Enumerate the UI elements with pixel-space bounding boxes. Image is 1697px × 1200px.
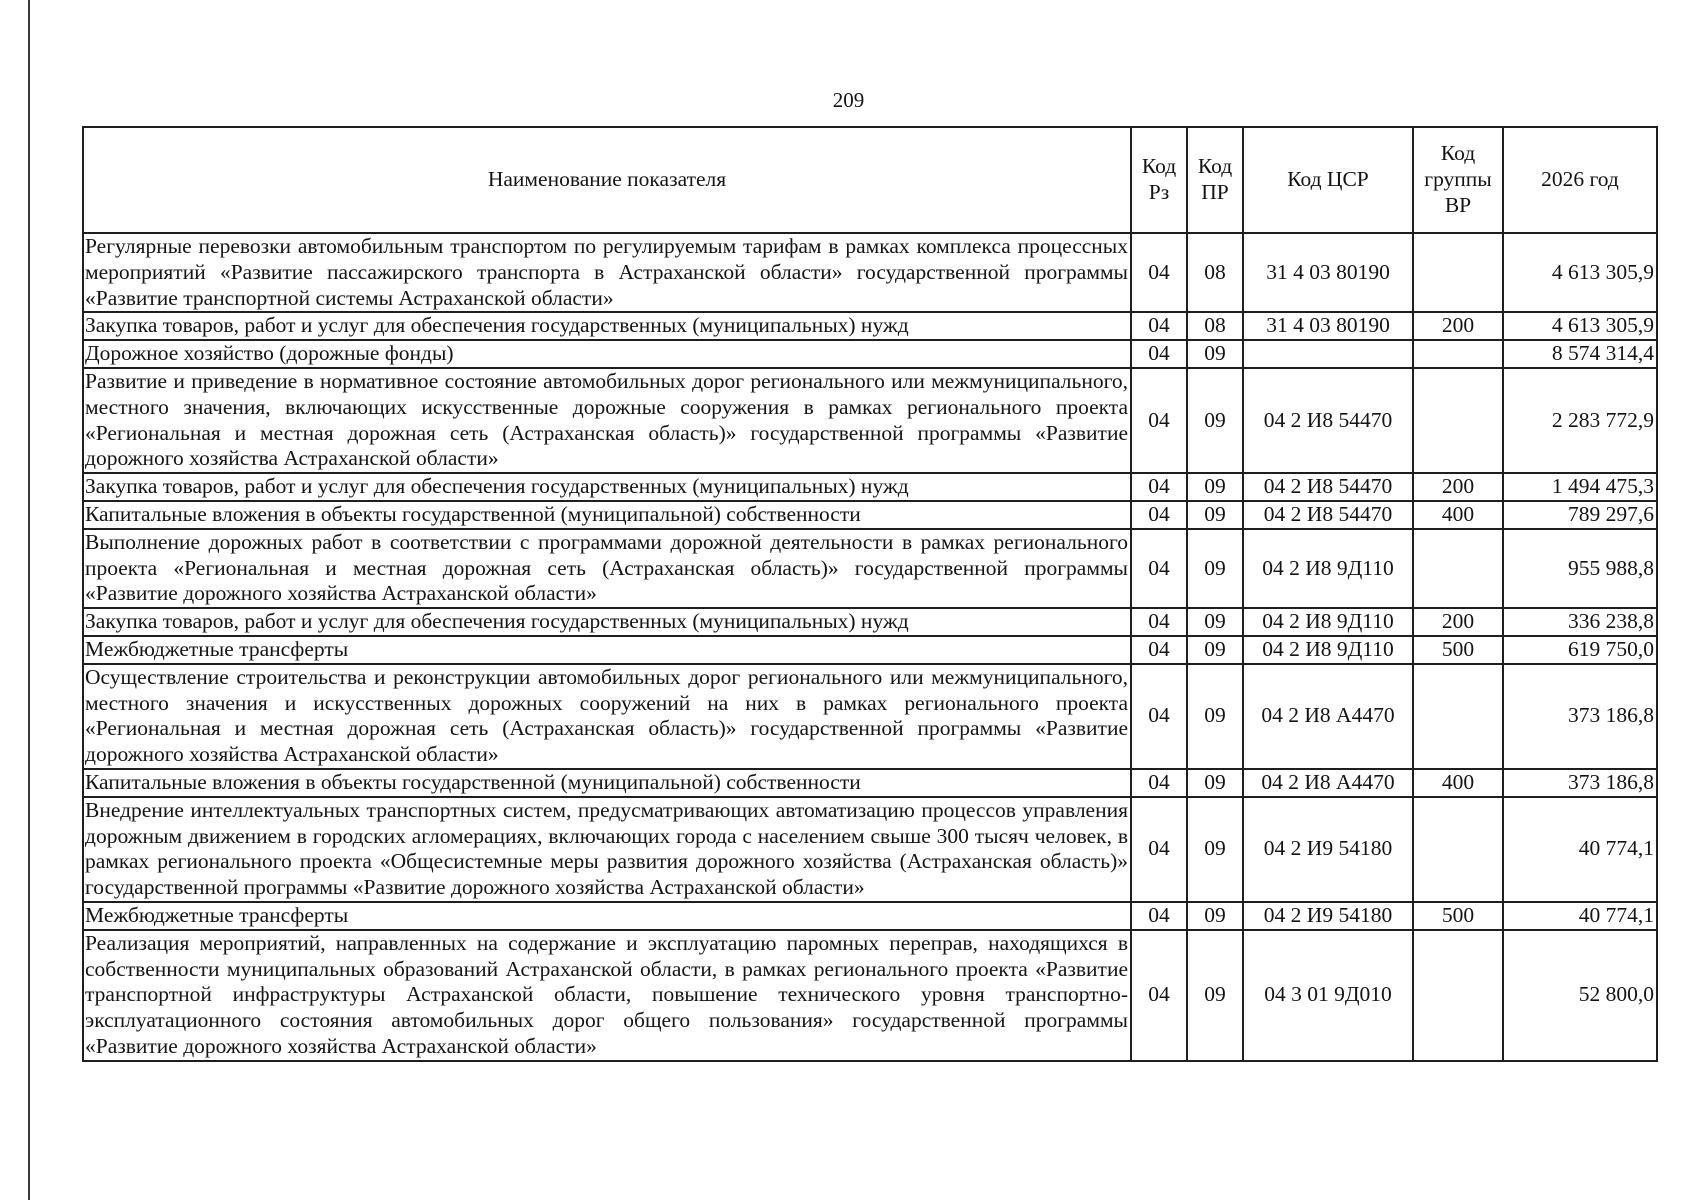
- row-vr: [1413, 233, 1503, 312]
- row-rz: 04: [1131, 233, 1187, 312]
- budget-table: [82, 126, 1658, 1062]
- row-name: Закупка товаров, работ и услуг для обеспечения государственных (муниципальных) нужд: [83, 312, 1131, 340]
- row-pr: 08: [1187, 233, 1243, 312]
- row-rz: 04: [1131, 312, 1187, 340]
- row-amount: 52 800,0: [1503, 930, 1657, 1061]
- row-csr: 04 2 И9 54180: [1243, 797, 1413, 902]
- row-amount: 789 297,6: [1503, 501, 1657, 529]
- row-vr: [1413, 797, 1503, 902]
- table-row: [83, 529, 1657, 608]
- row-amount: 2 283 772,9: [1503, 368, 1657, 473]
- row-rz: 04: [1131, 368, 1187, 473]
- table-row: [83, 769, 1657, 797]
- row-amount: 8 574 314,4: [1503, 340, 1657, 368]
- row-pr: 09: [1187, 473, 1243, 501]
- row-name: Межбюджетные трансферты: [83, 902, 1131, 930]
- table-row: [83, 664, 1657, 769]
- row-amount: 40 774,1: [1503, 797, 1657, 902]
- row-name: Развитие и приведение в нормативное состояние автомобильных дорог регионального или межмуниципального, местного значения, включающих искусственные дорожные сооружения в рамках регионального проекта «Региональная и местная дорожная сеть (Астраханская область)» государственной программы «Развитие дорожного хозяйства Астраханской области»: [83, 368, 1131, 473]
- row-vr: 500: [1413, 902, 1503, 930]
- row-pr: 09: [1187, 769, 1243, 797]
- row-csr: 04 2 И8 54470: [1243, 368, 1413, 473]
- row-name: Реализация мероприятий, направленных на содержание и эксплуатацию паромных переправ, находящихся в собственности муниципальных образований Астраханской области, в рамках регионального проекта «Развитие транспортной инфраструктуры Астраханской области, повышение технического уровня транспортно-эксплуатационного состояния автомобильных дорог общего пользования» государственной программы «Развитие дорожного хозяйства Астраханской области»: [83, 930, 1131, 1061]
- row-amount: 619 750,0: [1503, 636, 1657, 664]
- row-name: Выполнение дорожных работ в соответствии с программами дорожной деятельности в рамках регионального проекта «Региональная и местная дорожная сеть (Астраханская область)» государственной программы «Развитие дорожного хозяйства Астраханской области»: [83, 529, 1131, 608]
- row-pr: 09: [1187, 340, 1243, 368]
- row-pr: 09: [1187, 501, 1243, 529]
- row-csr: 31 4 03 80190: [1243, 312, 1413, 340]
- row-vr: 400: [1413, 501, 1503, 529]
- table-row: [83, 368, 1657, 473]
- table-header-row: [83, 127, 1657, 233]
- header-name: Наименование показателя: [83, 127, 1131, 233]
- row-name: Осуществление строительства и реконструкции автомобильных дорог регионального или межмуниципального, местного значения и искусственных дорожных сооружений на них в рамках регионального проекта «Региональная и местная дорожная сеть (Астраханская область)» государственной программы «Развитие дорожного хозяйства Астраханской области»: [83, 664, 1131, 769]
- header-rz: Код Рз: [1131, 127, 1187, 233]
- row-csr: 04 2 И8 А4470: [1243, 664, 1413, 769]
- row-pr: 09: [1187, 930, 1243, 1061]
- row-name: Закупка товаров, работ и услуг для обеспечения государственных (муниципальных) нужд: [83, 608, 1131, 636]
- row-csr: 04 3 01 9Д010: [1243, 930, 1413, 1061]
- row-rz: 04: [1131, 529, 1187, 608]
- row-rz: 04: [1131, 473, 1187, 501]
- row-vr: [1413, 340, 1503, 368]
- row-vr: 200: [1413, 608, 1503, 636]
- row-csr: 04 2 И8 9Д110: [1243, 608, 1413, 636]
- row-pr: 09: [1187, 797, 1243, 902]
- row-rz: 04: [1131, 902, 1187, 930]
- row-name: Капитальные вложения в объекты государственной (муниципальной) собственности: [83, 769, 1131, 797]
- row-vr: [1413, 368, 1503, 473]
- table-row: [83, 473, 1657, 501]
- row-csr: 04 2 И8 А4470: [1243, 769, 1413, 797]
- row-name: Капитальные вложения в объекты государственной (муниципальной) собственности: [83, 501, 1131, 529]
- row-pr: 08: [1187, 312, 1243, 340]
- table-row: [83, 902, 1657, 930]
- row-vr: [1413, 529, 1503, 608]
- row-name: Межбюджетные трансферты: [83, 636, 1131, 664]
- table-row: [83, 608, 1657, 636]
- row-name: Закупка товаров, работ и услуг для обеспечения государственных (муниципальных) нужд: [83, 473, 1131, 501]
- row-csr: 04 2 И8 54470: [1243, 501, 1413, 529]
- row-vr: 500: [1413, 636, 1503, 664]
- row-amount: 4 613 305,9: [1503, 233, 1657, 312]
- row-rz: 04: [1131, 664, 1187, 769]
- row-vr: [1413, 664, 1503, 769]
- row-pr: 09: [1187, 368, 1243, 473]
- row-csr: 04 2 И9 54180: [1243, 902, 1413, 930]
- row-name: Регулярные перевозки автомобильным транспортом по регулируемым тарифам в рамках комплекса процессных мероприятий «Развитие пассажирского транспорта в Астраханской области» государственной программы «Развитие транспортной системы Астраханской области»: [83, 233, 1131, 312]
- table-row: [83, 930, 1657, 1061]
- table-row: [83, 340, 1657, 368]
- row-pr: 09: [1187, 902, 1243, 930]
- row-rz: 04: [1131, 608, 1187, 636]
- row-pr: 09: [1187, 529, 1243, 608]
- page-number: 209: [832, 88, 865, 112]
- row-pr: 09: [1187, 636, 1243, 664]
- row-amount: 4 613 305,9: [1503, 312, 1657, 340]
- row-rz: 04: [1131, 340, 1187, 368]
- row-csr: 04 2 И8 9Д110: [1243, 529, 1413, 608]
- header-csr: Код ЦСР: [1243, 127, 1413, 233]
- table-row: [83, 233, 1657, 312]
- table-row: [83, 501, 1657, 529]
- header-pr: Код ПР: [1187, 127, 1243, 233]
- header-vr: Код группы ВР: [1413, 127, 1503, 233]
- row-csr: 31 4 03 80190: [1243, 233, 1413, 312]
- row-csr: 04 2 И8 54470: [1243, 473, 1413, 501]
- scan-margin-line: [28, 0, 30, 1200]
- row-amount: 373 186,8: [1503, 664, 1657, 769]
- row-csr: [1243, 340, 1413, 368]
- row-amount: 955 988,8: [1503, 529, 1657, 608]
- row-vr: [1413, 930, 1503, 1061]
- table-row: [83, 636, 1657, 664]
- row-pr: 09: [1187, 664, 1243, 769]
- row-name: Дорожное хозяйство (дорожные фонды): [83, 340, 1131, 368]
- row-vr: 200: [1413, 473, 1503, 501]
- row-rz: 04: [1131, 930, 1187, 1061]
- row-rz: 04: [1131, 501, 1187, 529]
- row-pr: 09: [1187, 608, 1243, 636]
- row-amount: 1 494 475,3: [1503, 473, 1657, 501]
- row-amount: 40 774,1: [1503, 902, 1657, 930]
- row-csr: 04 2 И8 9Д110: [1243, 636, 1413, 664]
- row-rz: 04: [1131, 636, 1187, 664]
- table-row: [83, 797, 1657, 902]
- row-amount: 373 186,8: [1503, 769, 1657, 797]
- row-amount: 336 238,8: [1503, 608, 1657, 636]
- row-rz: 04: [1131, 769, 1187, 797]
- table-row: [83, 312, 1657, 340]
- row-name: Внедрение интеллектуальных транспортных систем, предусматривающих автоматизацию процессов управления дорожным движением в городских агломерациях, включающих города с населением свыше 300 тысяч человек, в рамках регионального проекта «Общесистемные меры развития дорожного хозяйства (Астраханская область)» государственной программы «Развитие дорожного хозяйства Астраханской области»: [83, 797, 1131, 902]
- row-vr: 400: [1413, 769, 1503, 797]
- row-vr: 200: [1413, 312, 1503, 340]
- row-rz: 04: [1131, 797, 1187, 902]
- header-year: 2026 год: [1503, 127, 1657, 233]
